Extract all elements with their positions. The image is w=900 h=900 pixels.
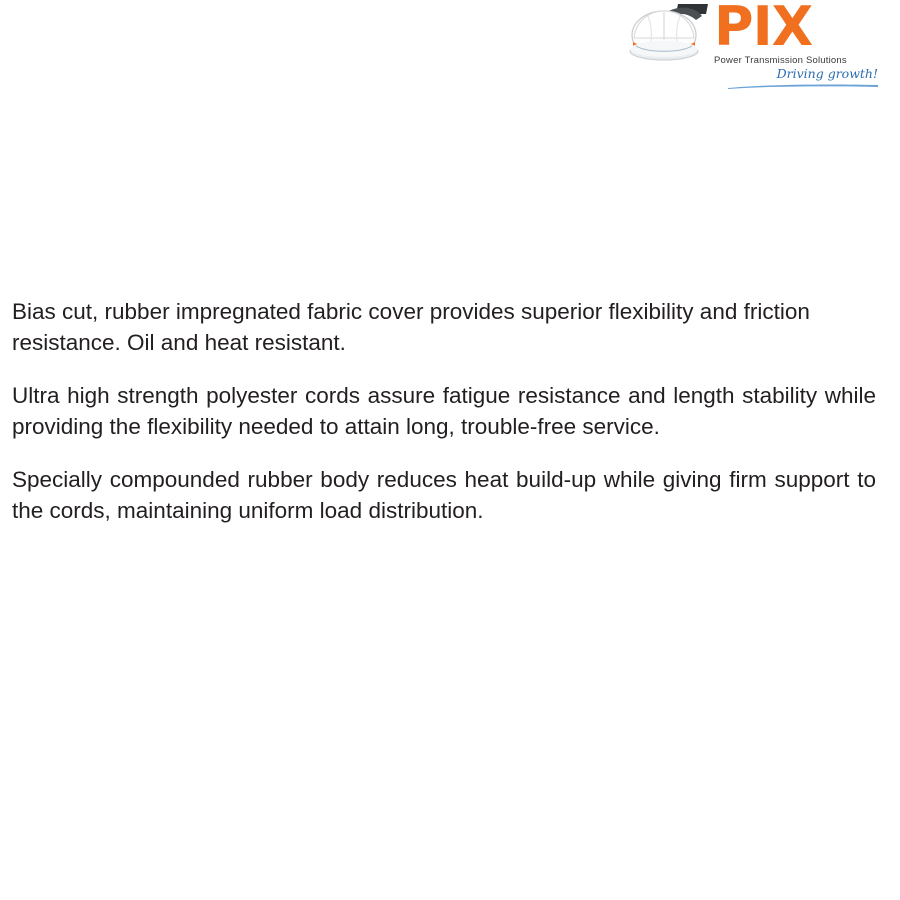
- brand-name: PIX: [714, 0, 813, 58]
- brand-slogan: Driving growth!: [776, 66, 878, 81]
- brand-tagline: Power Transmission Solutions: [714, 55, 847, 66]
- paragraph-cover: Bias cut, rubber impregnated fabric cover provides superior flexibility and friction resistance. Oil and heat resistant.: [12, 299, 810, 355]
- paragraph-cords: Ultra high strength polyester cords assure fatigue resistance and length stability while providing the flexibility needed to attain long, trouble-free service.: [12, 383, 876, 439]
- logo-wordmark: [714, 0, 882, 66]
- paragraph-body: Specially compounded rubber body reduces heat build-up while giving firm support to the cords, maintaining uniform load distribution.: [12, 467, 876, 523]
- document-body: [12, 296, 876, 526]
- swoosh-underline-icon: [728, 84, 878, 89]
- safety-helmet-icon: [622, 2, 714, 64]
- pix-logo: [622, 0, 882, 92]
